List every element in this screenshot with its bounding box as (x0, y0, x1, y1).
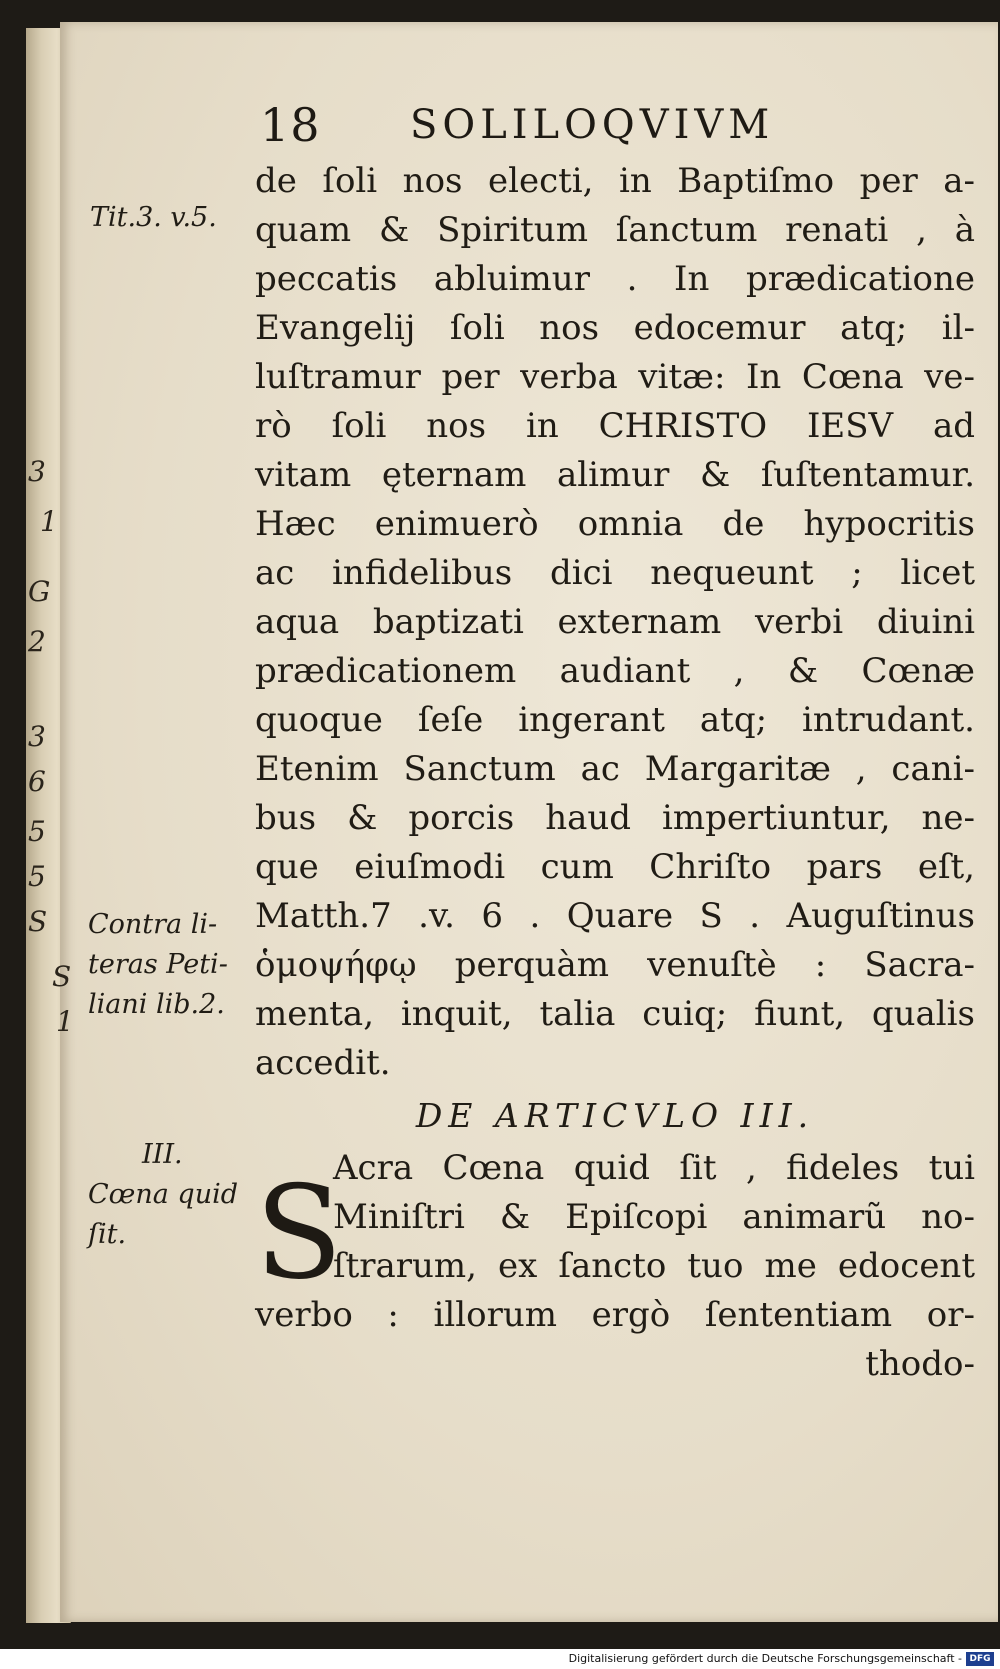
text-line: Etenim Sanctum ac Margaritæ , cani- (255, 749, 975, 789)
main-text (255, 157, 975, 1389)
text-line: Evangelij ſoli nos edocemur atq; il- (255, 308, 975, 348)
dfg-logo: DFG (966, 1652, 994, 1666)
margin-note-line: teras Peti- (88, 949, 228, 980)
text-line: quoque ſeſe ingerant atq; intrudant. (255, 700, 975, 740)
text-line: luſtramur per verba vitæ: In Cœna ve- (255, 357, 975, 397)
text-line: Matth.7 .v. 6 . Quare S . Auguſtinus (255, 896, 975, 936)
drop-initial: S (255, 1159, 343, 1308)
edge-mark: 1 (56, 1005, 74, 1038)
edge-mark: 1 (40, 505, 58, 538)
catchword: thodo- (865, 1344, 975, 1384)
margin-note-line: Cœna quid (88, 1179, 239, 1210)
edge-mark: G (28, 575, 51, 608)
text-line: verbo : illorum ergò ſententiam or- (255, 1295, 975, 1335)
margin-note-article (88, 1135, 238, 1255)
margin-note-titus: Tit.3. v.5. (90, 202, 217, 233)
margin-note-line: ſit. (88, 1219, 127, 1250)
text-line: accedit. (255, 1043, 391, 1083)
edge-mark: 5 (28, 860, 46, 893)
text-line: vitam ęternam alimur & ſuſtentamur. (255, 455, 975, 495)
text-line: de ſoli nos electi, in Baptiſmo per a- (255, 161, 975, 201)
margin-note-line: liani lib.2. (88, 989, 225, 1020)
text-line: menta, inquit, talia cuiq; fiunt, qualis (255, 994, 975, 1034)
text-line: ſtrarum, ex ſancto tuo me edocent (333, 1246, 975, 1286)
margin-note-line: Contra li- (88, 909, 218, 940)
text-line: Miniſtri & Epiſcopi animarũ no- (333, 1197, 975, 1237)
text-line: Acra Cœna quid ſit , fideles tui (333, 1148, 975, 1188)
text-line: aqua baptizati externam verbi diuini (255, 602, 975, 642)
edge-mark: 3 (28, 455, 46, 488)
text-line: bus & porcis haud impertiuntur, ne- (255, 798, 975, 838)
edge-mark: 6 (28, 765, 46, 798)
edge-mark: 3 (28, 720, 46, 753)
section-heading: DE ARTICVLO III. (415, 1096, 815, 1135)
margin-note-contra (88, 905, 228, 1025)
margin-note-line: III. (142, 1139, 183, 1170)
footer-credit: Digitalisierung gefördert durch die Deutsche Forschungsgemeinschaft - (568, 1652, 962, 1665)
text-line: rò ſoli nos in CHRISTO IESV ad (255, 406, 975, 446)
text-line: ac infidelibus dici nequeunt ; licet (255, 553, 975, 593)
edge-mark: 2 (28, 625, 46, 658)
text-line: peccatis abluimur . In prædicatione (255, 259, 975, 299)
running-title: SOLILOQVIVM (410, 102, 775, 148)
text-line: quam & Spiritum ſanctum renati , à (255, 210, 975, 250)
page-header (260, 98, 840, 158)
footer-bar (0, 1649, 1000, 1669)
page-number: 18 (260, 98, 321, 152)
text-line: prædicationem audiant , & Cœnæ (255, 651, 975, 691)
text-line: Hæc enimuerò omnia de hypocritis (255, 504, 975, 544)
text-line: ὁμοψήφῳ perquàm venuſtè : Sacra- (255, 945, 975, 985)
edge-mark: S (52, 960, 72, 993)
edge-mark: 5 (28, 815, 46, 848)
edge-mark: S (28, 905, 48, 938)
text-line: que eiuſmodi cum Chriſto pars eſt, (255, 847, 975, 887)
